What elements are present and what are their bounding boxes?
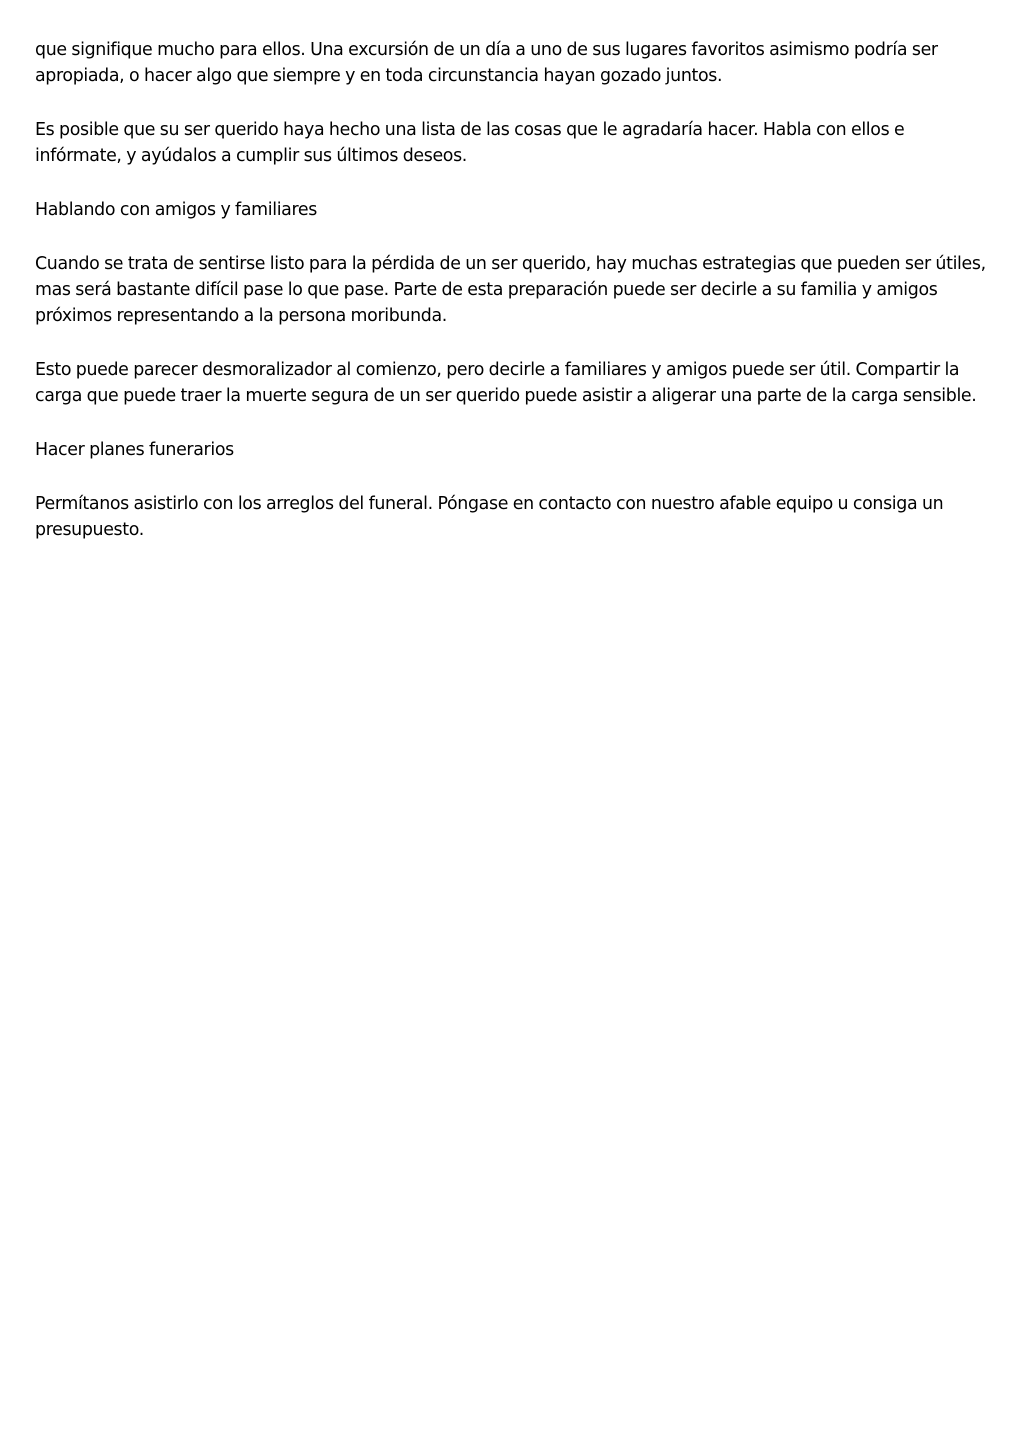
paragraph-continuation: que signifique mucho para ellos. Una excursión de un día a uno de sus lugares favoritos asimismo podría ser apropiada, o hacer algo que siempre y en toda circunstancia hayan gozado juntos. xyxy=(35,40,938,86)
paragraph-last-wishes: Es posible que su ser querido haya hecho una lista de las cosas que le agradaría hacer. Habla con ellos e infórmate, y ayúdalos a cumplir sus últimos deseos. xyxy=(35,120,905,166)
paragraph-preparing-for-loss: Cuando se trata de sentirse listo para la pérdida de un ser querido, hay muchas estrategias que pueden ser útiles, mas será bastante difícil pase lo que pase. Parte de esta preparación puede ser decirle a su familia y amigos próximos representando a la persona moribunda. xyxy=(35,254,986,326)
paragraph-sharing-the-burden: Esto puede parecer desmoralizador al comienzo, pero decirle a familiares y amigos puede ser útil. Compartir la carga que puede traer la muerte segura de un ser querido puede asistir a aligerar una parte de la carga sensible. xyxy=(35,360,977,406)
paragraph-funeral-arrangements: Permítanos asistirlo con los arreglos del funeral. Póngase en contacto con nuestro afable equipo u consiga un presupuesto. xyxy=(35,494,944,540)
document-page xyxy=(35,37,995,571)
section-heading-funeral-plans: Hacer planes funerarios xyxy=(35,440,234,460)
section-heading-talking-with-friends: Hablando con amigos y familiares xyxy=(35,200,317,220)
